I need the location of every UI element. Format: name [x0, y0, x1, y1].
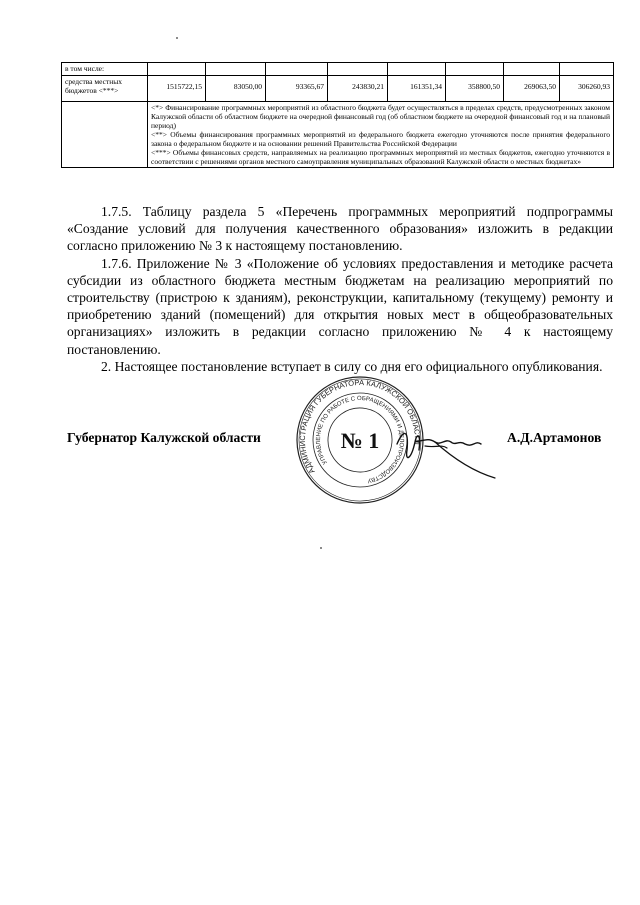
footnote: <**> Объемы финансирования программных мероприятий из федерального бюджета ежегодно уточняются после принятия федерального закона о федеральном бюджете и на основании решений Правительства Российской Федерации — [151, 130, 610, 148]
table-cell: 269063,50 — [504, 76, 560, 102]
table-footnotes — [148, 102, 614, 168]
table-cell: 358800,50 — [446, 76, 504, 102]
table-cell: 1515722,15 — [148, 76, 206, 102]
footnote: <*> Финансирование программных мероприятий из областного бюджета будет осуществляться в пределах средств, предусмотренных законом Калужской области об областном бюджете на очередной финансовый год (об областном бюджете на очередной финансовый год и на плановый период) — [151, 103, 610, 130]
table-cell: 306260,93 — [560, 76, 614, 102]
paragraph-2: 2. Настоящее постановление вступает в силу со дня его официального опубликования. — [101, 358, 603, 374]
footnote: <***> Объемы финансовых средств, направляемых на реализацию программных мероприятий из местных бюджетов, ежегодно уточняются в соответствии с решениями органов местного самоуправления муниципальных образований Калужской области о местных бюджетах» — [151, 148, 610, 166]
stamp-outer-text: АДМИНИСТРАЦИЯ ГУБЕРНАТОРА КАЛУЖСКОЙ ОБЛАСТИ — [297, 377, 423, 476]
budget-table — [61, 62, 614, 168]
table-cell: 93365,67 — [266, 76, 328, 102]
table-row — [62, 63, 614, 76]
row-label: средства местных бюджетов <***> — [62, 76, 148, 102]
row-label: в том числе: — [62, 63, 148, 76]
table-cell: 83050,00 — [206, 76, 266, 102]
table-cell: 243830,21 — [328, 76, 388, 102]
scan-speck — [176, 37, 178, 39]
scan-speck — [320, 547, 322, 549]
body-text — [67, 203, 613, 375]
handwritten-signature — [395, 420, 505, 480]
paragraph-1-7-6: 1.7.6. Приложение № 3 «Положение об условиях предоставления и методике расчета субсидии из областного бюджета местным бюджетам на реализацию мероприятий по строительству (пристрою к зданиям), реконструкции, капитальному (текущему) ремонту и приобретению зданий (помещений) для открытия новых мест в общеобразовательных организациях» изложить в редакции согласно приложению № 4 к настоящему постановлению. — [67, 255, 613, 357]
stamp-number: № 1 — [340, 428, 380, 453]
table-cell: 161351,34 — [388, 76, 446, 102]
table-row — [62, 102, 614, 168]
stamp-inner-text: УПРАВЛЕНИЕ ПО РАБОТЕ С ОБРАЩЕНИЯМИ И ДЕЛОПРОИЗВОДСТВУ — [315, 395, 405, 484]
signatory-name: А.Д.Артамонов — [507, 430, 602, 445]
table-row — [62, 76, 614, 102]
signatory-title: Губернатор Калужской области — [67, 430, 261, 445]
paragraph-1-7-5: 1.7.5. Таблицу раздела 5 «Перечень программных мероприятий подпрограммы «Создание условий для получения качественного образования» изложить в редакции согласно приложению № 3 к настоящему постановлению. — [67, 204, 613, 254]
